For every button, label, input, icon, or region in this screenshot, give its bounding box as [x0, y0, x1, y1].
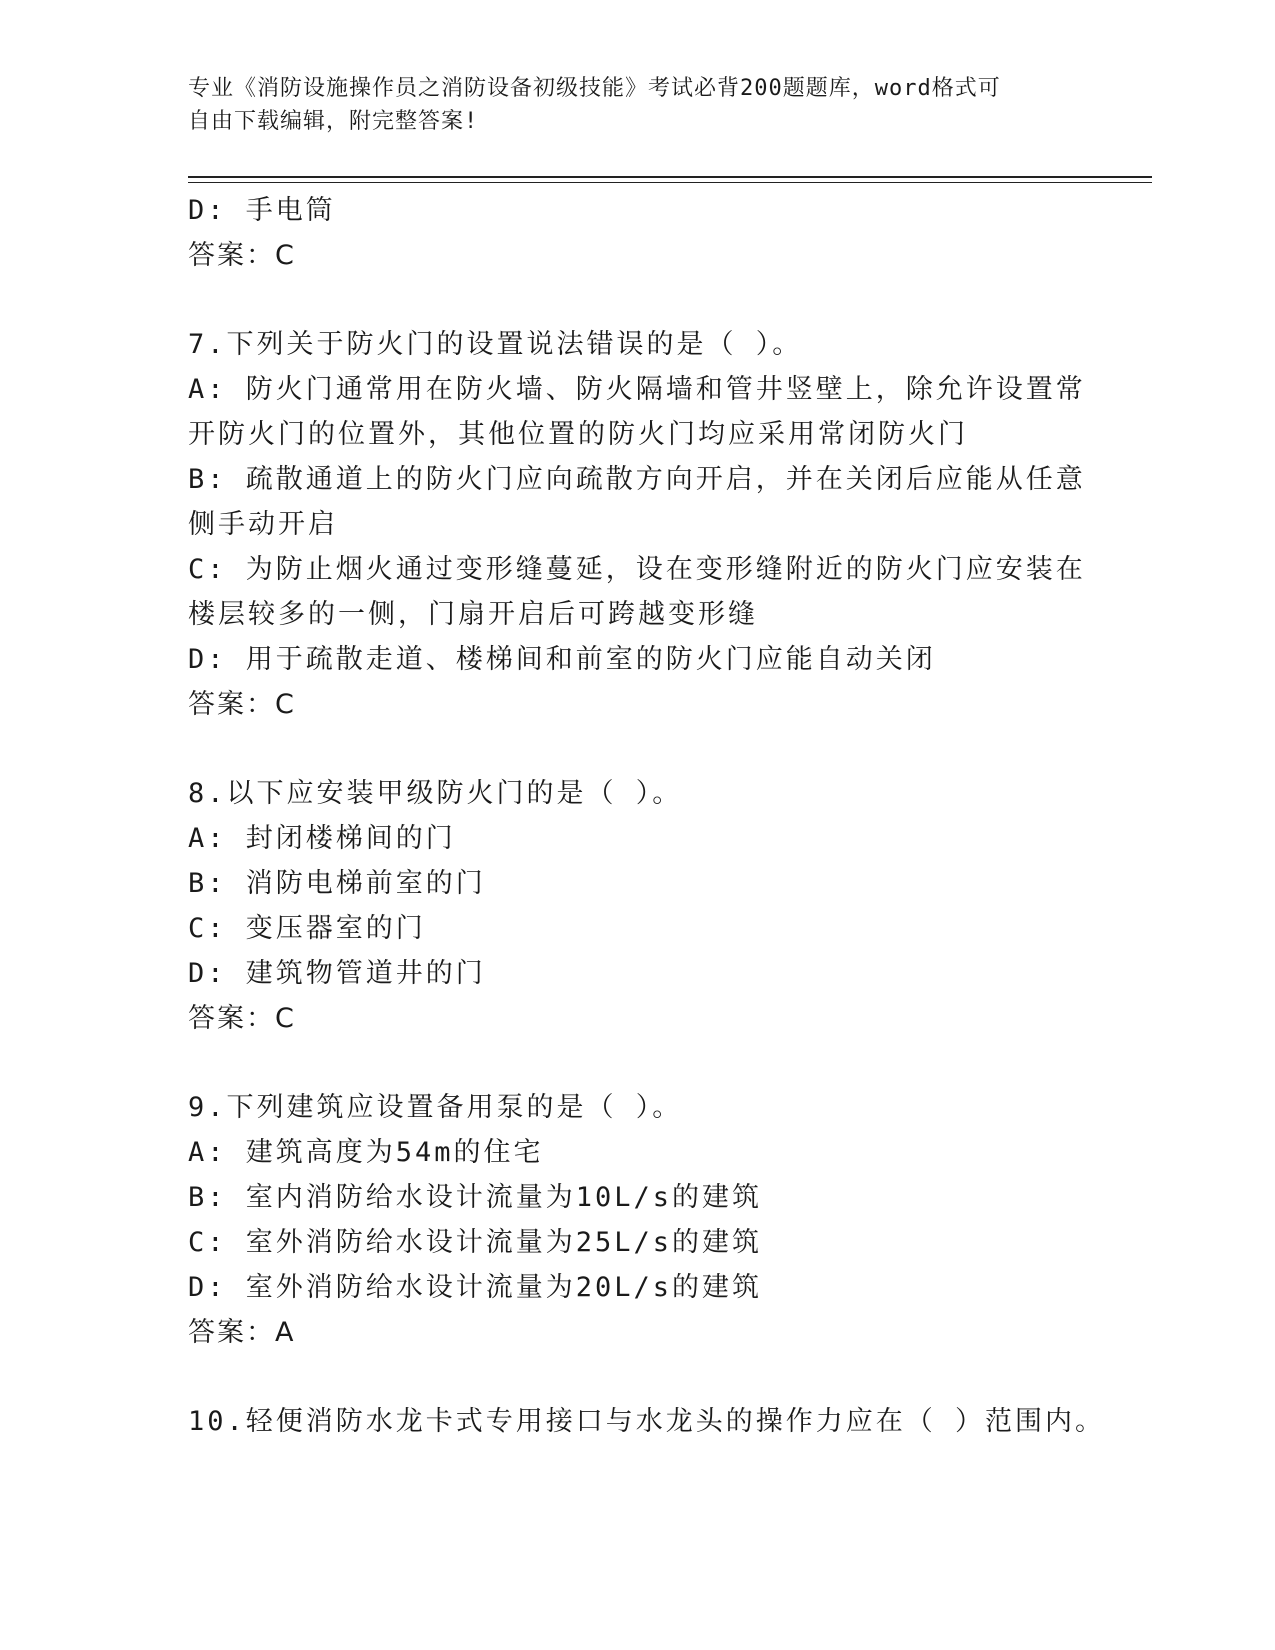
q8-option-a: A: 封闭楼梯间的门: [188, 823, 456, 854]
q8-question: 8.以下应安装甲级防火门的是（ ）。: [188, 778, 683, 809]
page-header: [188, 72, 1088, 138]
q6-answer: 答案：C: [188, 240, 296, 271]
question-content: [188, 188, 1106, 1444]
q9-option-b: B: 室内消防给水设计流量为10L/s的建筑: [188, 1182, 763, 1213]
q7-option-c: C: 为防止烟火通过变形缝蔓延，设在变形缝附近的防火门应安装在楼层较多的一侧，门扇开启后可跨越变形缝: [188, 554, 1086, 630]
q7-option-a: A: 防火门通常用在防火墙、防火隔墙和管井竖壁上，除允许设置常开防火门的位置外，其他位置的防火门均应采用常闭防火门: [188, 374, 1086, 450]
q9-option-a: A: 建筑高度为54m的住宅: [188, 1137, 544, 1168]
q7-option-d: D: 用于疏散走道、楼梯间和前室的防火门应能自动关闭: [188, 644, 936, 675]
q7-question: 7.下列关于防火门的设置说法错误的是（ ）。: [188, 329, 803, 360]
header-line-1: 专业《消防设施操作员之消防设备初级技能》考试必背200题题库，word格式可: [188, 76, 1001, 101]
header-rule-thin: [188, 182, 1152, 183]
header-rule-thick: [188, 176, 1152, 178]
q8-option-b: B: 消防电梯前室的门: [188, 868, 486, 899]
q8-option-c: C: 变压器室的门: [188, 913, 426, 944]
q8-option-d: D: 建筑物管道井的门: [188, 958, 486, 989]
q6-option-d: D: 手电筒: [188, 195, 336, 226]
q9-option-d: D: 室外消防给水设计流量为20L/s的建筑: [188, 1272, 763, 1303]
header-line-2: 自由下载编辑，附完整答案!: [188, 109, 479, 134]
q9-answer: 答案：A: [188, 1317, 296, 1348]
q9-option-c: C: 室外消防给水设计流量为25L/s的建筑: [188, 1227, 763, 1258]
q7-answer: 答案：C: [188, 689, 296, 720]
q7-option-b: B: 疏散通道上的防火门应向疏散方向开启，并在关闭后应能从任意侧手动开启: [188, 464, 1086, 540]
q10-question: 10.轻便消防水龙卡式专用接口与水龙头的操作力应在（ ）范围内。: [188, 1406, 1106, 1437]
q8-answer: 答案：C: [188, 1003, 296, 1034]
q9-question: 9.下列建筑应设置备用泵的是（ ）。: [188, 1092, 683, 1123]
